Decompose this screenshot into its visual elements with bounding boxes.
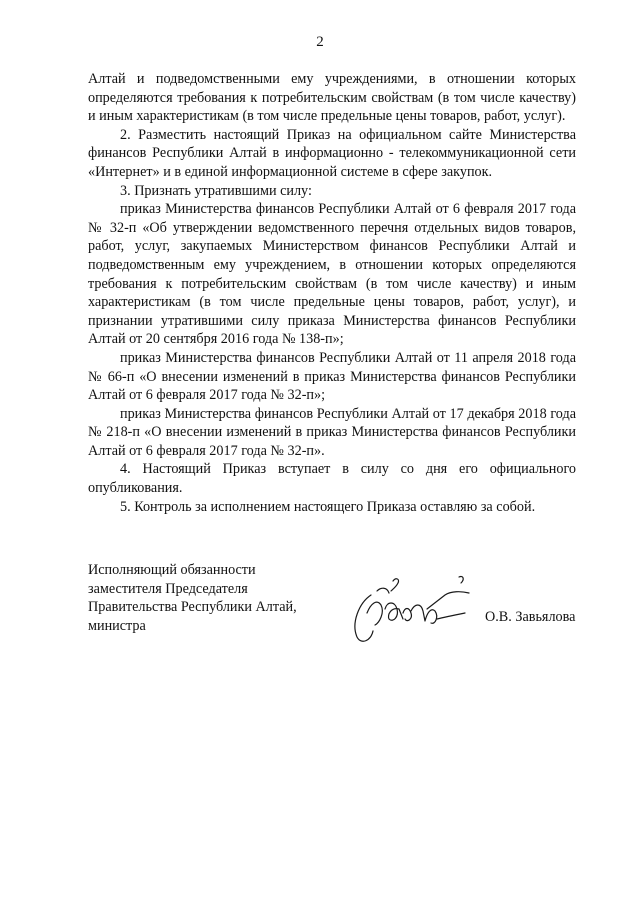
- signer-title-line: министра: [88, 617, 146, 634]
- signer-name: О.В. Завьялова: [485, 609, 576, 625]
- signer-title: [88, 561, 348, 635]
- paragraph-item-3: 3. Признать утратившими силу:: [120, 182, 312, 199]
- page-number: 2: [316, 34, 324, 50]
- handwritten-signature: [341, 573, 481, 653]
- paragraph-continuation: Алтай и подведомственными ему учреждениями, в отношении которых определяются требования к потребительским свойствам (в том числе качеству) и иным характеристикам (в том числе предельные цены товаров, работ, услуг).: [88, 71, 576, 125]
- paragraph-repealed-order-2: приказ Министерства финансов Республики Алтай от 11 апреля 2018 года № 66-п «О внесении изменений в приказ Министерства финансов Республики Алтай от 6 февраля 2017 года № 32-п»;: [88, 349, 576, 404]
- signer-title-line: заместителя Председателя: [88, 580, 248, 597]
- signer-title-line: Исполняющий обязанности: [88, 562, 256, 578]
- paragraph-item-4: 4. Настоящий Приказ вступает в силу со дня его официального опубликования.: [88, 461, 576, 497]
- paragraph-repealed-order-3: приказ Министерства финансов Республики Алтай от 17 декабря 2018 года № 218-п «О внесении изменений в приказ Министерства финансов Республики Алтай от 6 февраля 2017 года № 32-п».: [88, 405, 576, 459]
- paragraph-repealed-order-1: приказ Министерства финансов Республики Алтай от 6 февраля 2017 года № 32-п «Об утверждении ведомственного перечня отдельных видов товаров, работ, услуг, закупаемых Министерством финансов Республики Алтай и подведомственным ему учреждением, в отношении которых определяются требования к потребительским свойствам (в том числе качеству) и иным характеристикам (в том числе предельные цены товаров, работ, услуг), и признании утратившими силу приказа Министерства финансов Республики Алтай от 20 сентября 2016 года № 138-п»;: [88, 201, 576, 348]
- document-body: [88, 70, 576, 516]
- paragraph-item-2: 2. Разместить настоящий Приказ на официальном сайте Министерства финансов Республики Алтай в информационно - телекоммуникационной сети «Интернет» и в единой информационной системе в сфере закупок.: [88, 126, 576, 180]
- paragraph-item-5: 5. Контроль за исполнением настоящего Приказа оставляю за собой.: [120, 498, 536, 515]
- signer-title-line: Правительства Республики Алтай,: [88, 599, 297, 616]
